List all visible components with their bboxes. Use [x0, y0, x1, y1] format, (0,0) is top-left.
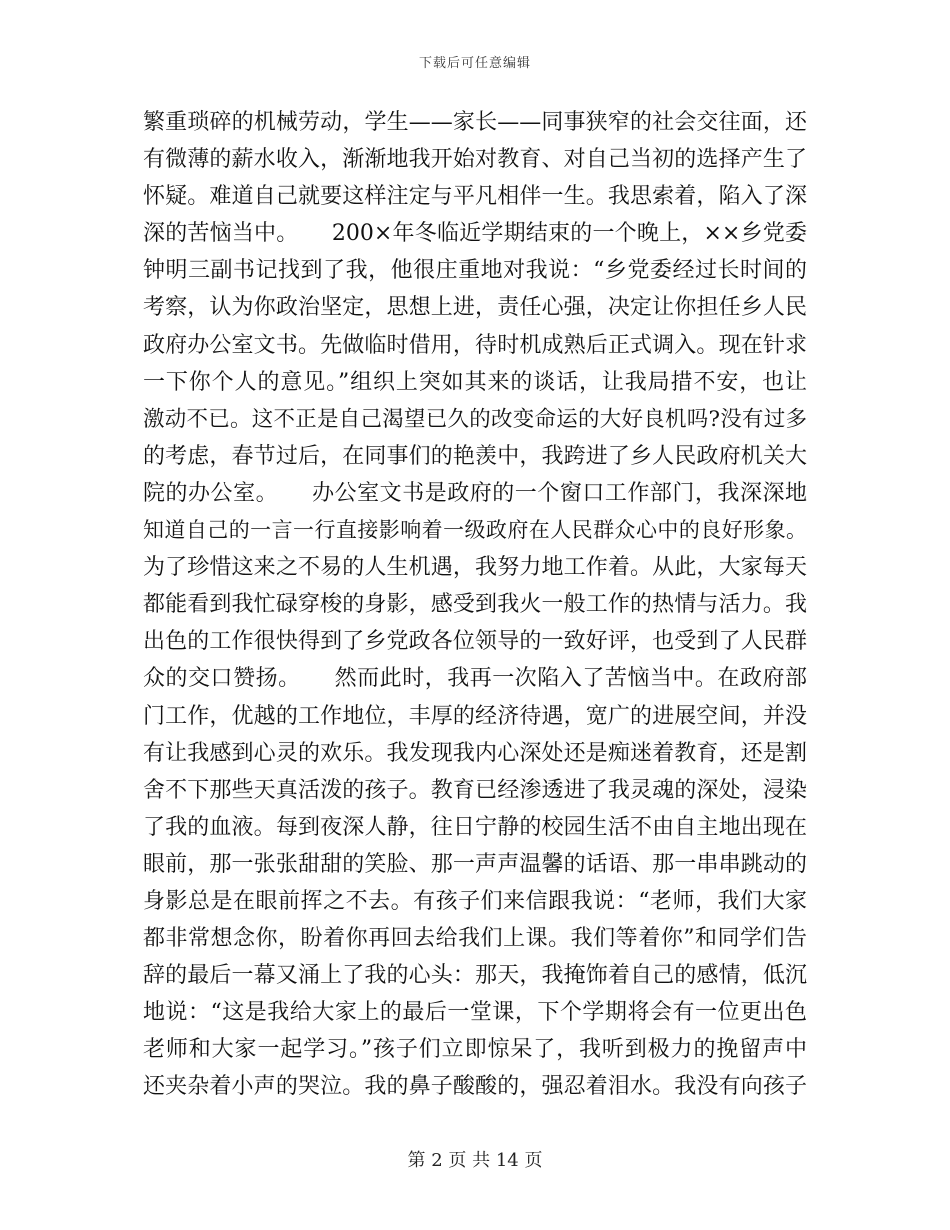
text-line: 都能看到我忙碌穿梭的身影，感受到我火一般工作的热情与活力。我 [143, 592, 807, 618]
text-line: 有让我感到心灵的欢乐。我发现我内心深处还是痴迷着教育，还是割 [143, 740, 807, 766]
page-header: 下载后可任意编辑 [418, 56, 531, 71]
text-line: 舍不下那些天真活泼的孩子。教育已经渗透进了我灵魂的深处，浸染 [143, 777, 807, 803]
text-line: 老师和大家一起学习。”孩子们立即惊呆了，我听到极力的挽留声中 [143, 1037, 807, 1063]
text-line: 门工作，优越的工作地位，丰厚的经济待遇，宽广的进展空间，并没 [143, 703, 807, 729]
text-line: 地说：“这是我给大家上的最后一堂课，下个学期将会有一位更出色 [143, 1000, 807, 1026]
text-line: 院的办公室。 办公室文书是政府的一个窗口工作部门，我深深地 [143, 480, 807, 506]
body-text [143, 104, 807, 1106]
text-line: 的考虑，春节过后，在同事们的艳羡中，我跨进了乡人民政府机关大 [143, 443, 807, 469]
text-line: 激动不已。这不正是自己渴望已久的改变命运的大好良机吗?没有过多 [143, 406, 807, 432]
text-line: 为了珍惜这来之不易的人生机遇，我努力地工作着。从此，大家每天 [143, 555, 807, 581]
page-footer: 第 2 页 共 14 页 [407, 1150, 543, 1171]
text-line: 还夹杂着小声的哭泣。我的鼻子酸酸的，强忍着泪水。我没有向孩子 [143, 1074, 807, 1100]
text-line: 眼前，那一张张甜甜的笑脸、那一声声温馨的话语、那一串串跳动的 [143, 851, 807, 877]
text-line: 政府办公室文书。先做临时借用，待时机成熟后正式调入。现在针求 [143, 332, 807, 358]
text-line: 繁重琐碎的机械劳动，学生——家长——同事狭窄的社会交往面，还 [143, 110, 807, 135]
text-line: 了我的血液。每到夜深人静，往日宁静的校园生活不由自主地出现在 [143, 814, 807, 840]
text-line: 身影总是在眼前挥之不去。有孩子们来信跟我说：“老师，我们大家 [143, 888, 807, 914]
text-line: 众的交口赞扬。 然而此时，我再一次陷入了苦恼当中。在政府部 [143, 666, 807, 692]
text-line: 知道自己的一言一行直接影响着一级政府在人民群众心中的良好形象。 [143, 518, 807, 543]
text-line: 辞的最后一幕又涌上了我的心头：那天，我掩饰着自己的感情，低沉 [143, 963, 807, 989]
text-line: 出色的工作很快得到了乡党政各位领导的一致好评，也受到了人民群 [143, 629, 807, 655]
text-line: 考察，认为你政治坚定，思想上进，责任心强，决定让你担任乡人民 [143, 295, 807, 321]
text-line: 深的苦恼当中。 200×年冬临近学期结束的一个晚上，××乡党委 [143, 221, 807, 247]
text-line: 钟明三副书记找到了我，他很庄重地对我说：“乡党委经过长时间的 [143, 258, 807, 284]
text-line: 怀疑。难道自己就要这样注定与平凡相伴一生。我思索着，陷入了深 [143, 184, 807, 210]
text-line: 都非常想念你，盼着你再回去给我们上课。我们等着你”和同学们告 [143, 926, 807, 952]
text-line: 有微薄的薪水收入，渐渐地我开始对教育、对自己当初的选择产生了 [143, 147, 807, 173]
text-line: 一下你个人的意见。”组织上突如其来的谈话，让我局措不安，也让 [143, 369, 807, 395]
